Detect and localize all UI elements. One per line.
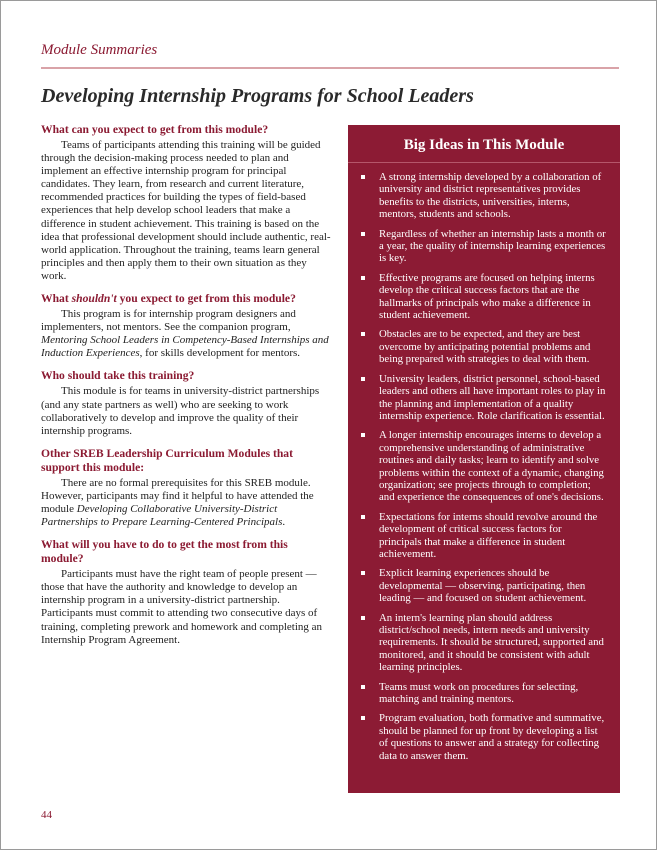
section-who	[41, 369, 333, 437]
big-idea-text: Regardless of whether an internship lasts a month or a year, the quality of internship learning experiences is key.	[379, 227, 606, 265]
section-heading: What can you expect to get from this module?	[41, 123, 269, 136]
bullet-square-icon	[361, 175, 365, 179]
section-heading: Who should take this training?	[41, 369, 195, 383]
page-title: Developing Internship Programs for School Leaders	[41, 85, 474, 107]
bullet-square-icon	[361, 716, 365, 720]
companion-program-title: Mentoring School Leaders in Competency-Based Internships and Induction Experiences	[41, 334, 329, 360]
body-part: This program is for internship program designers and implementers, not mentors. See the companion program,	[41, 308, 296, 334]
big-idea-item	[361, 712, 606, 762]
body-part: , for skills development for mentors.	[139, 347, 301, 360]
big-idea-text: Effective programs are focused on helping interns develop the critical success factors that are the hallmarks of principals who make a difference in student achievement.	[379, 271, 595, 322]
big-idea-item	[361, 328, 606, 365]
module-title: Developing Collaborative University-District Partnerships to Prepare Learning-Centered Principals	[41, 502, 283, 529]
section-other-modules	[41, 447, 333, 529]
bullet-square-icon	[361, 276, 365, 280]
section-heading: Other SREB Leadership Curriculum Modules that support this module:	[41, 446, 293, 474]
bullet-square-icon	[361, 616, 365, 620]
section-heading	[41, 292, 333, 306]
big-idea-item	[361, 567, 606, 604]
header-rule	[41, 67, 619, 69]
heading-emphasis: shouldn't	[71, 292, 117, 306]
bullet-square-icon	[361, 571, 365, 575]
big-idea-text: Expectations for interns should revolve around the development of critical success factors for principals that make a difference in student achievement.	[379, 510, 598, 560]
section-body	[41, 477, 333, 529]
running-header: Module Summaries	[41, 42, 158, 58]
big-idea-text: Obstacles are to be expected, and they are best overcome by anticipating potential problems and being prepared with strategies to deal with them.	[379, 328, 591, 366]
big-ideas-title: Big Ideas in This Module	[403, 137, 565, 153]
big-idea-text: A strong internship developed by a collaboration of university and district representatives provides benefits to the districts, universities, interns, mentors, students and schools.	[379, 171, 602, 221]
big-idea-item	[361, 171, 606, 221]
big-idea-item	[361, 429, 606, 503]
big-idea-text: A longer internship encourages interns to develop a comprehensive understanding of administrative routines and daily tasks; learn to identify and solve problems within the context of a dynamic, changing organization; see projects through to completion; and experience the consequences of one's decisions.	[379, 429, 604, 504]
bullet-square-icon	[361, 685, 365, 689]
big-idea-text: Program evaluation, both formative and summative, should be planned for up front by developing a list of questions to answer and a strategy for collecting data to answer them.	[379, 712, 605, 762]
big-idea-item	[361, 681, 606, 706]
section-body	[41, 308, 333, 360]
body-part: .	[282, 516, 286, 529]
big-idea-item	[361, 373, 606, 423]
big-idea-item	[361, 272, 606, 322]
section-what-to-do	[41, 538, 333, 647]
section-body: This module is for teams in university-district partnerships (and any state partners as well) who are seeking to work collaboratively to develop and improve the quality of their internship programs.	[41, 385, 320, 437]
big-idea-item	[361, 511, 606, 561]
bullet-square-icon	[361, 433, 365, 437]
bullet-square-icon	[361, 515, 365, 519]
section-expect	[41, 123, 333, 283]
big-ideas-list	[348, 171, 620, 762]
big-ideas-rule	[348, 162, 620, 163]
big-idea-text: An intern's learning plan should address district/school needs, intern needs and university requirements. It should be structured, supported and monitored, and it should be consistent with adult learning principles.	[379, 611, 604, 674]
section-not-expect	[41, 292, 333, 360]
big-idea-item	[361, 228, 606, 265]
bullet-square-icon	[361, 232, 365, 236]
heading-part: What	[41, 292, 72, 306]
bullet-square-icon	[361, 377, 365, 381]
bullet-square-icon	[361, 332, 365, 336]
big-ideas-box	[348, 125, 620, 793]
heading-part: you expect to get from this module?	[116, 292, 296, 306]
big-idea-text: Explicit learning experiences should be developmental — observing, participating, then leading — and focused on student achievement.	[379, 567, 587, 605]
section-body: Teams of participants attending this training will be guided through the decision-making process needed to plan and implement an effective internship program for principal candidates. They learn, from research and current literature, recommended practices for building the types of field-based experiences that help develop school leaders that make a difference in student achievement. This training is based on the idea that professional development should include authentic, real-world application. Throughout the training, teams learn general principles and then apply them to their own situation as they work.	[41, 139, 331, 282]
big-idea-text: Teams must work on procedures for selecting, matching and training mentors.	[379, 680, 579, 706]
section-body: Participants must have the right team of people present — those that have the authority and knowledge to develop an internship program in a university-district partnership. Participants must commit to attending two consecutive days of training, completing prework and homework and completing an Internship Program Agreement.	[41, 568, 323, 646]
big-idea-item	[361, 612, 606, 674]
big-idea-text: University leaders, district personnel, school-based leaders and others all have important roles to play in the planning and implementation of a quality internship experience. Role clarification is essential.	[379, 372, 606, 422]
page-number: 44	[41, 809, 52, 821]
section-heading: What will you have to do to get the most from this module?	[41, 538, 288, 566]
left-column	[41, 123, 333, 656]
body-part: There are no formal prerequisites for this SREB module. However, participants may find it helpful to have attended the module	[41, 476, 314, 515]
